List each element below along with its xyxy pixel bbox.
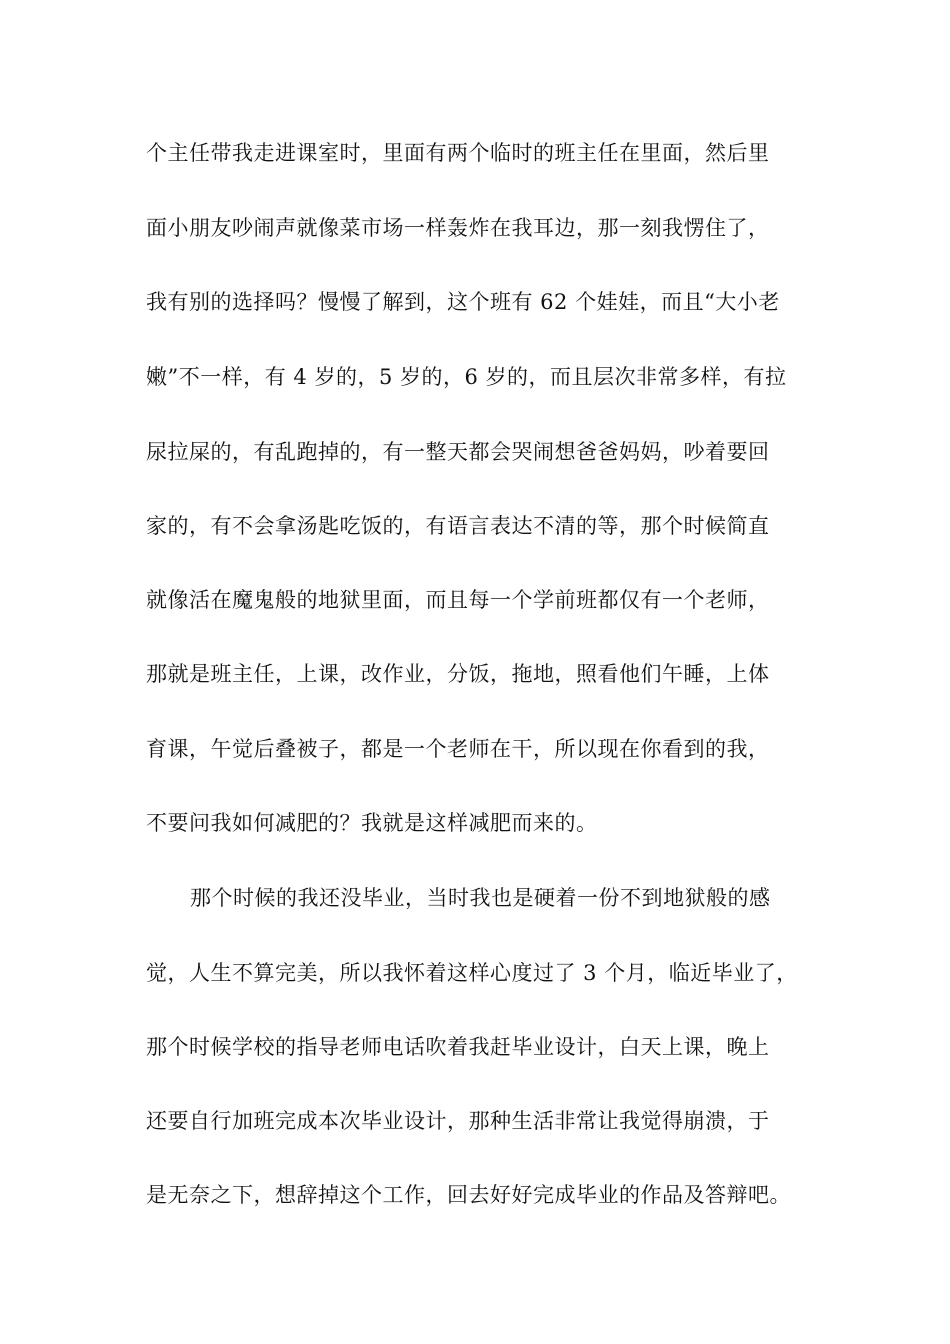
text-line: 还要自行加班完成本次毕业设计，那种生活非常让我觉得崩溃，于: [146, 1109, 770, 1133]
text-line: 个主任带我走进课室时，里面有两个临时的班主任在里面，然后里: [146, 141, 770, 165]
text-line: 不要问我如何减肥的？我就是这样减肥而来的。: [146, 811, 598, 835]
text-line: 那就是班主任，上课，改作业，分饭，拖地，照看他们午睡，上体: [146, 662, 770, 686]
text-line: 就像活在魔鬼般的地狱里面，而且每一个学前班都仅有一个老师，: [146, 588, 770, 612]
text-line: 我有别的选择吗？慢慢了解到，这个班有 62 个娃娃，而且“大小老: [146, 290, 780, 314]
text-line: 那个时候学校的指导老师电话吹着我赶毕业设计，白天上课，晚上: [146, 1035, 770, 1059]
text-line: 觉，人生不算完美，所以我怀着这样心度过了 3 个月，临近毕业了，: [146, 961, 798, 985]
paragraph-first-line: 那个时候的我还没毕业，当时我也是硬着一份不到地狱般的感: [190, 886, 771, 910]
text-line: 面小朋友吵闹声就像菜市场一样轰炸在我耳边，那一刻我愣住了，: [146, 216, 770, 240]
text-line: 尿拉屎的，有乱跑掉的，有一整天都会哭闹想爸爸妈妈，吵着要回: [146, 440, 770, 464]
text-line: 家的，有不会拿汤匙吃饭的，有语言表达不清的等，那个时候简直: [146, 514, 770, 538]
text-line: 是无奈之下，想辞掉这个工作，回去好好完成毕业的作品及答辩吧。: [146, 1183, 791, 1207]
text-line: 育课，午觉后叠被子，都是一个老师在干，所以现在你看到的我，: [146, 737, 770, 761]
text-line: 嫩”不一样，有 4 岁的，5 岁的，6 岁的，而且层次非常多样，有拉: [146, 365, 787, 389]
